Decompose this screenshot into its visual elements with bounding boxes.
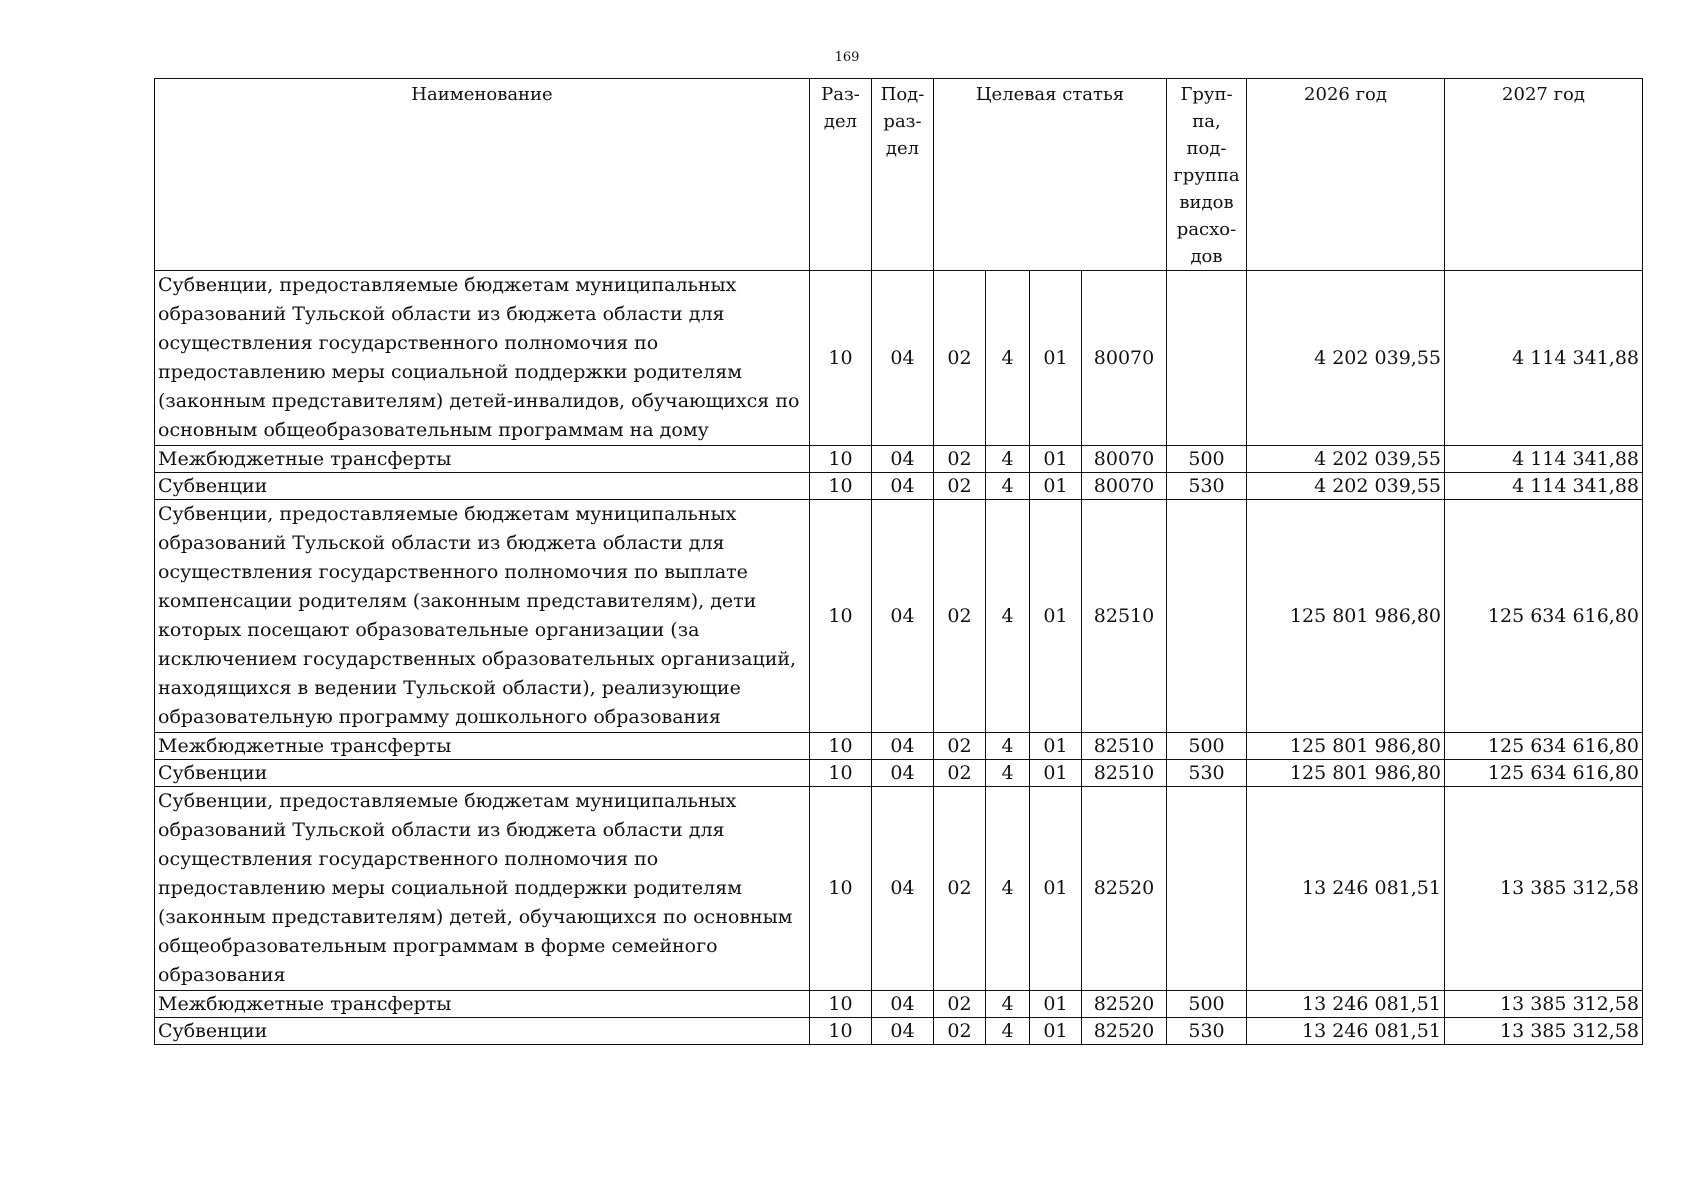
row-group <box>1167 500 1247 733</box>
row-2027: 125 634 616,80 <box>1445 733 1643 760</box>
row-group: 500 <box>1167 733 1247 760</box>
row-target-4: 80070 <box>1082 473 1167 500</box>
row-2027: 4 114 341,88 <box>1445 473 1643 500</box>
row-target-3: 01 <box>1030 733 1082 760</box>
row-target-4: 82520 <box>1082 1018 1167 1045</box>
row-2026: 4 202 039,55 <box>1247 446 1445 473</box>
row-subsection: 04 <box>872 1018 934 1045</box>
header-row <box>155 79 1643 271</box>
table-row <box>155 733 1643 760</box>
row-group: 500 <box>1167 991 1247 1018</box>
row-section: 10 <box>810 991 872 1018</box>
row-2027: 125 634 616,80 <box>1445 760 1643 787</box>
row-target-4: 80070 <box>1082 271 1167 446</box>
row-target-4: 82510 <box>1082 760 1167 787</box>
row-target-2: 4 <box>986 1018 1030 1045</box>
row-section: 10 <box>810 1018 872 1045</box>
table-row <box>155 787 1643 991</box>
row-target-2: 4 <box>986 271 1030 446</box>
row-2027: 13 385 312,58 <box>1445 1018 1643 1045</box>
table-row <box>155 760 1643 787</box>
row-target-1: 02 <box>934 1018 986 1045</box>
table-row <box>155 500 1643 733</box>
row-target-3: 01 <box>1030 760 1082 787</box>
row-section: 10 <box>810 473 872 500</box>
row-target-2: 4 <box>986 473 1030 500</box>
row-name: Межбюджетные трансферты <box>155 991 810 1018</box>
row-target-2: 4 <box>986 787 1030 991</box>
header-name: Наименование <box>155 79 810 271</box>
row-name: Субвенции, предоставляемые бюджетам муниципальных образований Тульской области из бюджета области для осуществления государственного полномочия по выплате компенсации родителям (законным представителям), дети которых посещают образовательные организации (за исключением государственных образовательных организаций, находящихся в ведении Тульской области), реализующие образовательную программу дошкольного образования <box>155 500 810 733</box>
row-subsection: 04 <box>872 760 934 787</box>
row-2026: 13 246 081,51 <box>1247 1018 1445 1045</box>
row-subsection: 04 <box>872 733 934 760</box>
row-subsection: 04 <box>872 473 934 500</box>
row-name: Субвенции <box>155 1018 810 1045</box>
row-target-1: 02 <box>934 446 986 473</box>
row-target-2: 4 <box>986 760 1030 787</box>
row-subsection: 04 <box>872 991 934 1018</box>
row-target-3: 01 <box>1030 991 1082 1018</box>
row-target-1: 02 <box>934 500 986 733</box>
row-target-2: 4 <box>986 446 1030 473</box>
header-subsection: Под-раз-дел <box>872 79 934 271</box>
row-target-4: 82510 <box>1082 500 1167 733</box>
row-name: Субвенции <box>155 473 810 500</box>
row-group: 500 <box>1167 446 1247 473</box>
row-target-1: 02 <box>934 733 986 760</box>
row-2027: 4 114 341,88 <box>1445 446 1643 473</box>
row-2027: 13 385 312,58 <box>1445 991 1643 1018</box>
row-2027: 4 114 341,88 <box>1445 271 1643 446</box>
row-target-1: 02 <box>934 473 986 500</box>
row-target-4: 82520 <box>1082 991 1167 1018</box>
row-target-4: 82520 <box>1082 787 1167 991</box>
row-target-1: 02 <box>934 760 986 787</box>
row-target-3: 01 <box>1030 271 1082 446</box>
row-2026: 125 801 986,80 <box>1247 733 1445 760</box>
row-section: 10 <box>810 446 872 473</box>
table-row <box>155 271 1643 446</box>
row-name: Межбюджетные трансферты <box>155 733 810 760</box>
header-2026: 2026 год <box>1247 79 1445 271</box>
row-group: 530 <box>1167 760 1247 787</box>
row-section: 10 <box>810 760 872 787</box>
page-number: 169 <box>834 50 860 65</box>
row-target-3: 01 <box>1030 787 1082 991</box>
row-2026: 125 801 986,80 <box>1247 760 1445 787</box>
row-2026: 125 801 986,80 <box>1247 500 1445 733</box>
row-target-2: 4 <box>986 500 1030 733</box>
row-target-2: 4 <box>986 733 1030 760</box>
row-name: Субвенции, предоставляемые бюджетам муниципальных образований Тульской области из бюджета области для осуществления государственного полномочия по предоставлению меры социальной поддержки родителям (законным представителям) детей-инвалидов, обучающихся по основным общеобразовательным программам на дому <box>155 271 810 446</box>
row-group <box>1167 271 1247 446</box>
row-group: 530 <box>1167 1018 1247 1045</box>
row-2026: 4 202 039,55 <box>1247 473 1445 500</box>
row-name: Субвенции <box>155 760 810 787</box>
row-section: 10 <box>810 271 872 446</box>
row-target-3: 01 <box>1030 500 1082 733</box>
row-target-4: 80070 <box>1082 446 1167 473</box>
row-name: Межбюджетные трансферты <box>155 446 810 473</box>
row-subsection: 04 <box>872 446 934 473</box>
row-2026: 13 246 081,51 <box>1247 787 1445 991</box>
header-target: Целевая статья <box>934 79 1167 271</box>
table-row <box>155 991 1643 1018</box>
row-target-3: 01 <box>1030 1018 1082 1045</box>
row-subsection: 04 <box>872 500 934 733</box>
table-row <box>155 446 1643 473</box>
table-row <box>155 1018 1643 1045</box>
header-group: Груп-па, под-группа видов расхо-дов <box>1167 79 1247 271</box>
budget-table <box>154 78 1643 1045</box>
row-target-3: 01 <box>1030 473 1082 500</box>
row-subsection: 04 <box>872 787 934 991</box>
row-target-3: 01 <box>1030 446 1082 473</box>
row-target-1: 02 <box>934 787 986 991</box>
row-target-1: 02 <box>934 991 986 1018</box>
header-2027: 2027 год <box>1445 79 1643 271</box>
row-section: 10 <box>810 787 872 991</box>
row-2026: 13 246 081,51 <box>1247 991 1445 1018</box>
row-section: 10 <box>810 500 872 733</box>
row-name: Субвенции, предоставляемые бюджетам муниципальных образований Тульской области из бюджета области для осуществления государственного полномочия по предоставлению меры социальной поддержки родителям (законным представителям) детей, обучающихся по основным общеобразовательным программам в форме семейного образования <box>155 787 810 991</box>
row-subsection: 04 <box>872 271 934 446</box>
row-target-2: 4 <box>986 991 1030 1018</box>
row-2027: 125 634 616,80 <box>1445 500 1643 733</box>
row-target-4: 82510 <box>1082 733 1167 760</box>
row-2026: 4 202 039,55 <box>1247 271 1445 446</box>
header-section: Раз-дел <box>810 79 872 271</box>
table-row <box>155 473 1643 500</box>
row-2027: 13 385 312,58 <box>1445 787 1643 991</box>
row-group: 530 <box>1167 473 1247 500</box>
row-section: 10 <box>810 733 872 760</box>
row-target-1: 02 <box>934 271 986 446</box>
row-group <box>1167 787 1247 991</box>
